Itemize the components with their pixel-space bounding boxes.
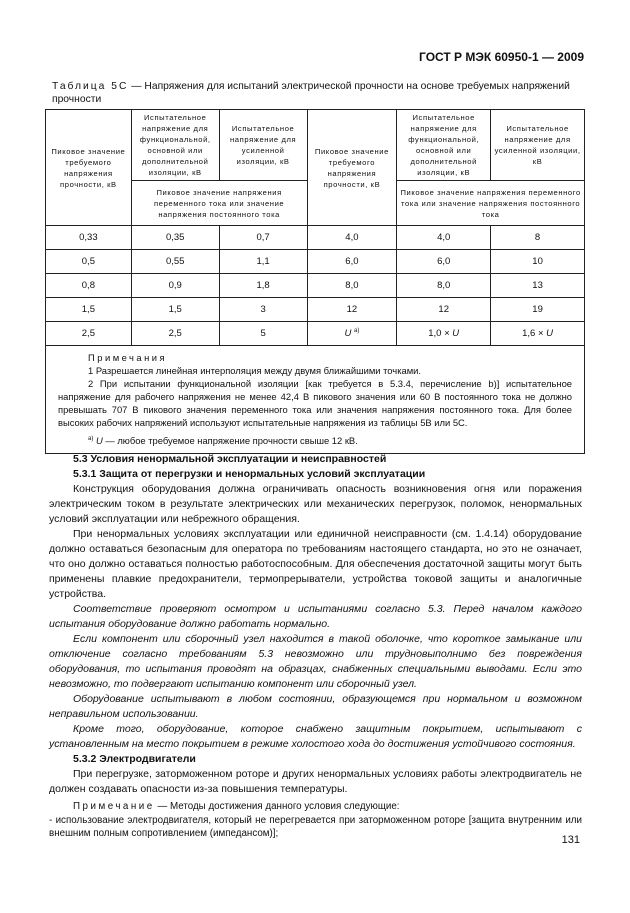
header-reinforced-left: Испытательное напряжение для усиленной изоляции, кВ	[219, 110, 307, 181]
table-cell: 0,55	[131, 250, 219, 274]
page-number: 131	[561, 834, 580, 846]
paragraph: Если компонент или сборочный узел находится в такой оболочке, что короткое замыкание или отключение согласно требованиям 5.3 невозможно или трудновыполнимо без повреждения оборудования, то испытания проводят на образцах, снабженных специальными выводами. Если это невозможно, то подвергают испытанию компонент или сборочный узел.	[49, 633, 582, 690]
table-cell: 5	[219, 322, 307, 346]
paragraph: Оборудование испытывают в любом состоянии, образующемся при нормальном и возможном неправильном использовании.	[49, 693, 582, 720]
header-peak-right: Пиковое значение требуемого напряжения прочности, кВ	[307, 110, 397, 226]
footnote-u: U	[95, 435, 103, 447]
document-body	[49, 452, 582, 841]
subheader-right: Пиковое значение напряжения переменного тока или значение напряжения постоянного тока	[397, 181, 585, 226]
paragraph: При ненормальных условиях эксплуатации или единичной неисправности (см. 1.4.14) оборудование должно оставаться безопасным для оператора по требованиям настоящего стандарта, но это не означает, что оно должно оставаться полностью работоспособным. Для обеспечения достаточной защиты могут быть применены плавкие предохранители, термопрерыватели, устройства токовой защиты и аналогичные устройства.	[49, 528, 582, 600]
table-caption-text: — Напряжения для испытаний электрической прочности на основе требуемых напряжений прочности	[52, 81, 570, 105]
table-cell: 1,6 × U	[491, 322, 585, 346]
header-reinforced-right: Испытательное напряжение для усиленной изоляции, кВ	[491, 110, 585, 181]
note-label: Примечание	[73, 801, 155, 812]
table-row	[46, 322, 585, 346]
table-cell: 8	[491, 226, 585, 250]
u-symbol: U	[546, 328, 554, 339]
table-cell: 13	[491, 274, 585, 298]
footnote-mark: а)	[354, 327, 360, 334]
table-cell: 0,5	[46, 250, 132, 274]
voltage-table	[45, 109, 585, 454]
section-heading: 5.3 Условия ненормальной эксплуатации и неисправностей	[73, 453, 387, 465]
footnote	[58, 433, 572, 447]
table-cell: 1,0 × U	[397, 322, 491, 346]
table-cell: 4,0	[397, 226, 491, 250]
cell-u: U	[344, 328, 352, 340]
table-row	[46, 274, 585, 298]
table-cell: 1,5	[131, 298, 219, 322]
subsection-heading: 5.3.1 Защита от перегрузки и ненормальных условий эксплуатации	[73, 468, 426, 480]
table-cell: 4,0	[307, 226, 397, 250]
table-cell: 2,5	[46, 322, 132, 346]
table-cell: 1,8	[219, 274, 307, 298]
subsection-heading: 5.3.2 Электродвигатели	[73, 753, 196, 765]
table-cell: 0,33	[46, 226, 132, 250]
table-cell: 12	[397, 298, 491, 322]
table-notes	[46, 346, 585, 454]
table-cell: 6,0	[307, 250, 397, 274]
note-text: — Методы достижения данного условия следующие:	[154, 801, 400, 812]
header-functional-right: Испытательное напряжение для функциональной, основной или дополнительной изоляции, кВ	[397, 110, 491, 181]
table-caption	[52, 80, 584, 106]
table-cell: 1,1	[219, 250, 307, 274]
notes-title: Примечания	[88, 352, 168, 363]
table-caption-label: Таблица 5С	[52, 81, 129, 92]
note-1: 1 Разрешается линейная интерполяция между двумя ближайшими точками.	[88, 365, 421, 376]
paragraph: Кроме того, оборудование, которое снабжено защитным покрытием, испытывают с установленным на место покрытием в режиме холостого хода до достижения устойчивого состояния.	[49, 723, 582, 750]
footnote-text: — любое требуемое напряжение прочности свыше 12 кВ.	[102, 435, 358, 447]
paragraph: Конструкция оборудования должна ограничивать опасность возникновения огня или поражения электрическим током в результате электрических или механических перегрузок, поломок, ненормальных условий эксплуатации или небрежного обращения.	[49, 483, 582, 525]
table-cell: 0,9	[131, 274, 219, 298]
u-symbol: U	[452, 328, 460, 339]
document-header: ГОСТ Р МЭК 60950-1 — 2009	[419, 50, 584, 64]
footnote-mark: а)	[88, 436, 94, 442]
table-cell: 12	[307, 298, 397, 322]
table-cell: 6,0	[397, 250, 491, 274]
note-2: 2 При испытании функциональной изоляции [как требуется в 5.3.4, перечисление b)] испытательное напряжение для рабочего напряжения не менее 42,4 В пикового значения или 60 В постоянного тока не должно превышать 707 В пикового значения переменного тока или значения напряжения постоянного тока. Для более высоких рабочих напряжений используют испытательные напряжения из таблицы 5В или 5С.	[58, 378, 572, 428]
subheader-left: Пиковое значение напряжения переменного тока или значение напряжения постоянного тока	[131, 181, 307, 226]
table-row	[46, 226, 585, 250]
header-functional-left: Испытательное напряжение для функциональной, основной или дополнительной изоляции, кВ	[131, 110, 219, 181]
table-cell: 0,8	[46, 274, 132, 298]
table-row	[46, 298, 585, 322]
table-cell: 8,0	[397, 274, 491, 298]
table-cell	[307, 322, 397, 346]
table-cell: 8,0	[307, 274, 397, 298]
paragraph: При перегрузке, заторможенном роторе и других ненормальных условиях работы электродвигатель не должен создавать опасности из-за повышения температуры.	[49, 768, 582, 795]
table-cell: 10	[491, 250, 585, 274]
header-peak-left: Пиковое значение требуемого напряжения прочности, кВ	[46, 110, 132, 226]
table-row	[46, 250, 585, 274]
table-cell: 19	[491, 298, 585, 322]
paragraph: Соответствие проверяют осмотром и испытаниями согласно 5.3. Перед началом каждого испытания оборудование должно работать нормально.	[49, 603, 582, 630]
table-cell: 0,7	[219, 226, 307, 250]
table-cell: 3	[219, 298, 307, 322]
table-cell: 1,5	[46, 298, 132, 322]
note-item: - использование электродвигателя, который не перегревается при заторможенном роторе [защита внутренним или внешним полным сопротивлением (импедансом)];	[49, 814, 582, 839]
table-cell: 0,35	[131, 226, 219, 250]
table-cell: 2,5	[131, 322, 219, 346]
note	[49, 800, 582, 814]
